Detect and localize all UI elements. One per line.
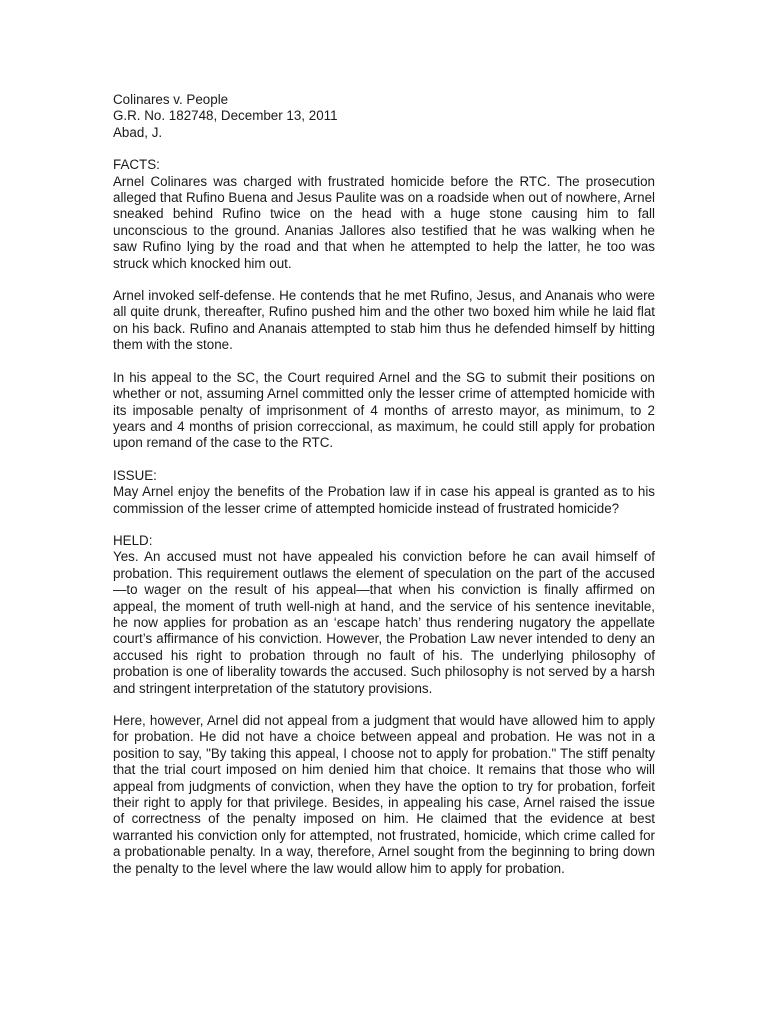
case-digest: [113, 92, 655, 877]
held-heading: HELD:: [113, 532, 153, 548]
issue-heading: ISSUE:: [113, 467, 157, 483]
issue-text: May Arnel enjoy the benefits of the Probation law if in case his appeal is granted as to his commission of the lesser crime of attempted homicide instead of frustrated homicide?: [113, 484, 655, 516]
held-paragraph-2: Here, however, Arnel did not appeal from a judgment that would have allowed him to apply for probation. He did not have a choice between appeal and probation. He was not in a position to say, "By taking this appeal, I choose not to apply for probation." The stiff penalty that the trial court imposed on him denied him that choice. It remains that those who will appeal from judgments of conviction, when they have the option to try for probation, forfeit their right to apply for that privilege. Besides, in appealing his case, Arnel raised the issue of correctness of the penalty imposed on him. He claimed that the evidence at best warranted his conviction only for attempted, not frustrated, homicide, which crime called for a probationable penalty. In a way, therefore, Arnel sought from the beginning to bring down the penalty to the level where the law would allow him to apply for probation.: [113, 713, 655, 876]
case-title: Colinares v. People: [113, 92, 229, 107]
facts-paragraph-3: In his appeal to the SC, the Court required Arnel and the SG to submit their positions on whether or not, assuming Arnel committed only the lesser crime of attempted homicide with its imposable penalty of imprisonment of 4 months of arresto mayor, as minimum, to 2 years and 4 months of prision correccional, as maximum, he could still apply for probation upon remand of the case to the RTC.: [113, 369, 655, 451]
facts-paragraph-2: Arnel invoked self-defense. He contends that he met Rufino, Jesus, and Ananais who were all quite drunk, thereafter, Rufino pushed him and the other two boxed him while he laid flat on his back. Rufino and Ananais attempted to stab him thus he defended himself by hitting them with the stone.: [113, 288, 655, 353]
case-caption: [113, 92, 655, 141]
held-paragraph-1: Yes. An accused must not have appealed his conviction before he can avail himself of probation. This requirement outlaws the element of speculation on the part of the accused—to wager on the result of his appeal—that when his conviction is finally affirmed on appeal, the moment of truth well-nigh at hand, and the service of his sentence inevitable, he now applies for probation as an ‘escape hatch’ thus rendering nugatory the appellate court’s affirmance of his conviction. However, the Probation Law never intended to deny an accused his right to probation through no fault of his. The underlying philosophy of probation is one of liberality towards the accused. Such philosophy is not served by a harsh and stringent interpretation of the statutory provisions.: [113, 549, 655, 696]
facts-heading: FACTS:: [113, 157, 160, 173]
facts-paragraph-1: Arnel Colinares was charged with frustrated homicide before the RTC. The prosecution alleged that Rufino Buena and Jesus Paulite was on a roadside when out of nowhere, Arnel sneaked behind Rufino twice on the head with a huge stone causing him to fall unconscious to the ground. Ananias Jallores also testified that he was walking when he saw Rufino lying by the road and that when he attempted to help the latter, he too was struck which knocked him out.: [113, 173, 655, 271]
case-gr-number: G.R. No. 182748, December 13, 2011: [113, 108, 338, 124]
case-ponente: Abad, J.: [113, 124, 163, 140]
